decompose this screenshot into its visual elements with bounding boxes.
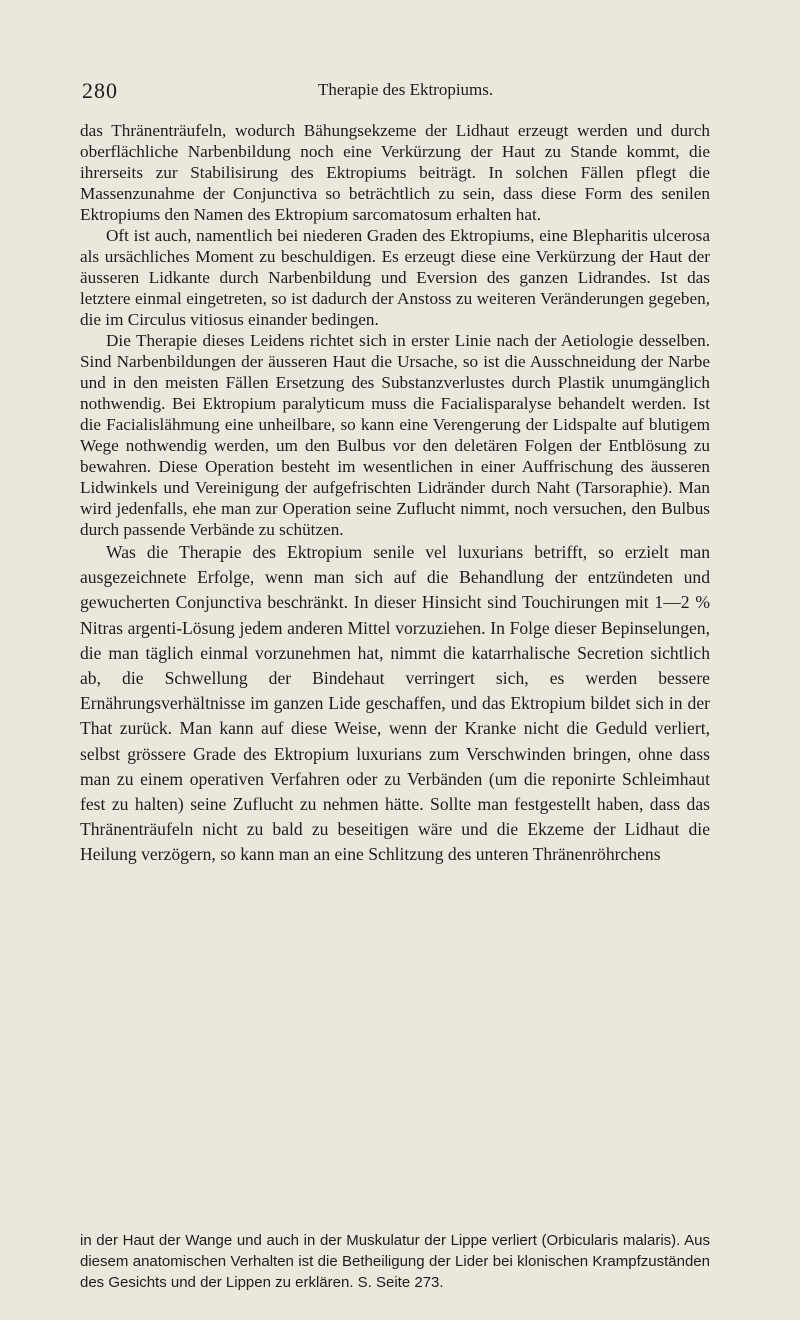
page-header (0, 78, 800, 108)
page-number: 280 (82, 78, 118, 103)
paragraph-3: Die Therapie dieses Leidens richtet sich in erster Linie nach der Aetiologie desselben. Sind Narbenbildungen der äusseren Haut die Ursache, so ist die Ausschneidung der Narbe und in den meisten Fällen Ersetzung des Substanzverlustes durch Plastik unumgänglich nothwendig. Bei Ektropium paralyticum muss die Facialisparalyse behandelt werden. Ist die Facialislähmung eine unheilbare, so kann eine Verengerung der Lidspalte auf blutigem Wege nothwendig werden, um den Bulbus vor den deletären Folgen der Entblösung zu bewahren. Diese Operation besteht im wesentlichen in einer Auffrischung des äusseren Lidwinkels und Vereinigung der aufgefrischten Lidränder durch Naht (Tarsoraphie). Man wird jedenfalls, ehe man zur Operation seine Zuflucht nimmt, noch versuchen, den Bulbus durch passende Verbände zu schützen. (80, 331, 710, 539)
footnote-text: in der Haut der Wange und auch in der Muskulatur der Lippe verliert (Orbicularis malaris). Aus diesem anatomischen Verhalten ist die Betheiligung der Lider bei klonischen Krampfzuständen des Gesichts und der Lippen zu erklären. S. Seite 273. (80, 1232, 710, 1291)
paragraph-1: das Thränenträufeln, wodurch Bähungsekzeme der Lidhaut erzeugt werden und durch oberflächliche Narbenbildung noch eine Verkürzung der Haut zu Stande kommt, die ihrerseits zur Stabilisirung des Ektropiums beiträgt. In solchen Fällen pflegt die Massenzunahme der Conjunctiva so beträchtlich zu sein, dass diese Form des senilen Ektropiums den Namen des Ektropium sarcomatosum erhalten hat. (80, 121, 710, 224)
paragraph-2: Oft ist auch, namentlich bei niederen Graden des Ektropiums, eine Blepharitis ulcerosa als ursächliches Moment zu beschuldigen. Es erzeugt diese eine Verkürzung der Haut der äusseren Lidkante durch Narbenbildung und Eversion des ganzen Lidrandes. Ist das letztere einmal eingetreten, so ist dadurch der Anstoss zu weiteren Veränderungen gegeben, die im Circulus vitiosus einander bedingen. (80, 226, 710, 329)
footnote (80, 1230, 710, 1293)
paragraph-4: Was die Therapie des Ektropium senile vel luxurians betrifft, so erzielt man ausgezeichnete Erfolge, wenn man sich auf die Behandlung der entzündeten und gewucherten Conjunctiva beschränkt. In dieser Hinsicht sind Touchirungen mit 1—2 % Nitras argenti-Lösung jedem anderen Mittel vorzuziehen. In Folge dieser Bepinselungen, die man täglich einmal vorzunehmen hat, nimmt die katarrhalische Secretion sichtlich ab, die Schwellung der Bindehaut verringert sich, es werden bessere Ernährungsverhältnisse im ganzen Lide geschaffen, und das Ektropium bildet sich in der That zurück. Man kann auf diese Weise, wenn der Kranke nicht die Geduld verliert, selbst grössere Grade des Ektropium luxurians zum Verschwinden bringen, ohne dass man zu einem operativen Verfahren oder zu Verbänden (um die reponirte Schleimhaut fest zu halten) seine Zuflucht zu nehmen hätte. Sollte man festgestellt haben, dass das Thränenträufeln nicht zu bald zu beseitigen wäre und die Ekzeme der Lidhaut die Heilung verzögern, so kann man an eine Schlitzung des unteren Thränenröhrchens (80, 542, 710, 865)
running-title: Therapie des Ektropiums. (318, 80, 494, 99)
body-text (80, 120, 710, 868)
